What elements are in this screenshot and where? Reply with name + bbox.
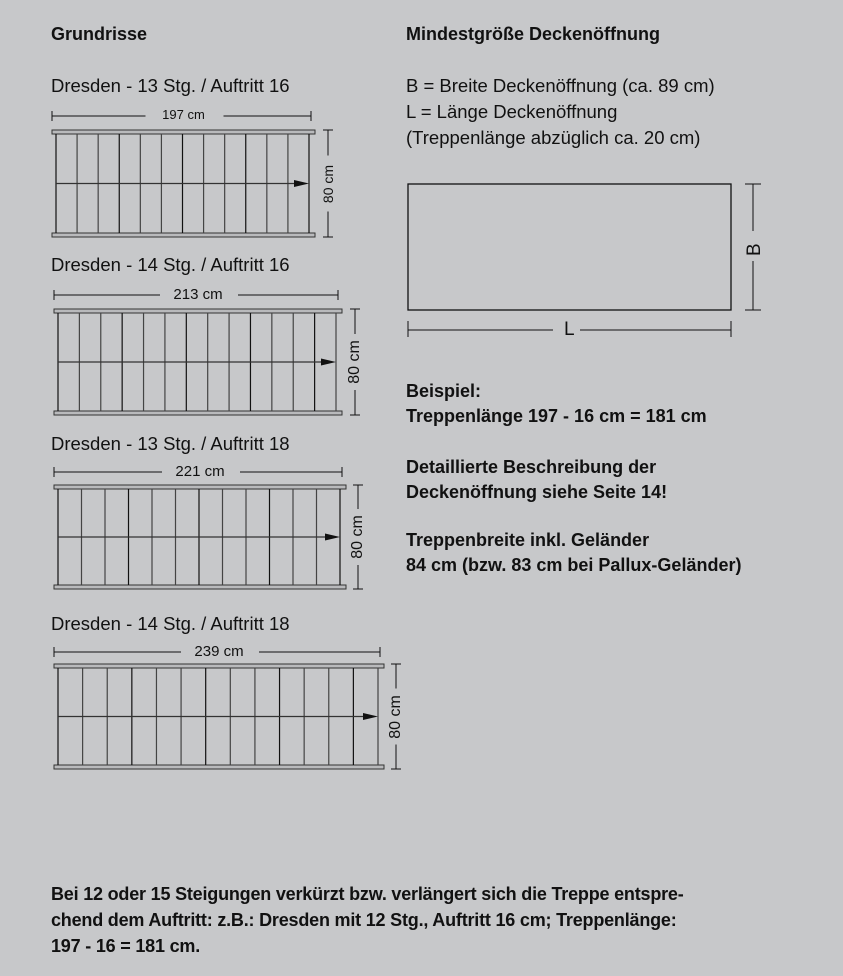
length-dim-label: 213 cm (173, 286, 223, 303)
example-text: Treppenlänge 197 - 16 cm = 181 cm (406, 406, 707, 426)
definition-line: B = Breite Deckenöffnung (ca. 89 cm) (406, 75, 715, 96)
definition-line: (Treppenlänge abzüglich ca. 20 cm) (406, 127, 701, 148)
stair-width-note: Treppenbreite inkl. Geländer (406, 530, 650, 550)
footer-note: Bei 12 oder 15 Steigungen verkürzt bzw. verlängert sich die Treppe entspre- (51, 884, 684, 904)
length-dim-label: 221 cm (175, 463, 225, 480)
detail-note: Deckenöffnung siehe Seite 14! (406, 482, 668, 502)
width-dim-label: 80 cm (349, 515, 366, 559)
opening-rectangle (408, 184, 731, 310)
stair-width-note: 84 cm (bzw. 83 cm bei Pallux-Geländer) (406, 555, 742, 575)
width-dim-label: 80 cm (346, 340, 363, 384)
section-heading-grundrisse: Grundrisse (51, 24, 148, 44)
plan-title: Dresden - 13 Stg. / Auftritt 16 (51, 75, 290, 96)
footer-note: chend dem Auftritt: z.B.: Dresden mit 12 Stg., Auftritt 16 cm; Treppenlänge: (51, 910, 677, 930)
b-dim-label: B (744, 243, 765, 256)
width-dim-label: 80 cm (320, 164, 336, 203)
length-dim-label: 197 cm (162, 107, 205, 122)
plan-title: Dresden - 13 Stg. / Auftritt 18 (51, 433, 290, 454)
length-dim-label: 239 cm (194, 643, 244, 660)
l-dim-label: L (564, 319, 575, 340)
example-title: Beispiel: (406, 381, 482, 401)
plan-title: Dresden - 14 Stg. / Auftritt 16 (51, 254, 290, 275)
footer-note: 197 - 16 = 181 cm. (51, 936, 201, 956)
plan-title: Dresden - 14 Stg. / Auftritt 18 (51, 613, 290, 634)
detail-note: Detaillierte Beschreibung der (406, 457, 657, 477)
section-heading-deckenoeffnung: Mindestgröße Deckenöffnung (406, 24, 661, 44)
definition-line: L = Länge Deckenöffnung (406, 101, 618, 122)
width-dim-label: 80 cm (387, 694, 404, 739)
